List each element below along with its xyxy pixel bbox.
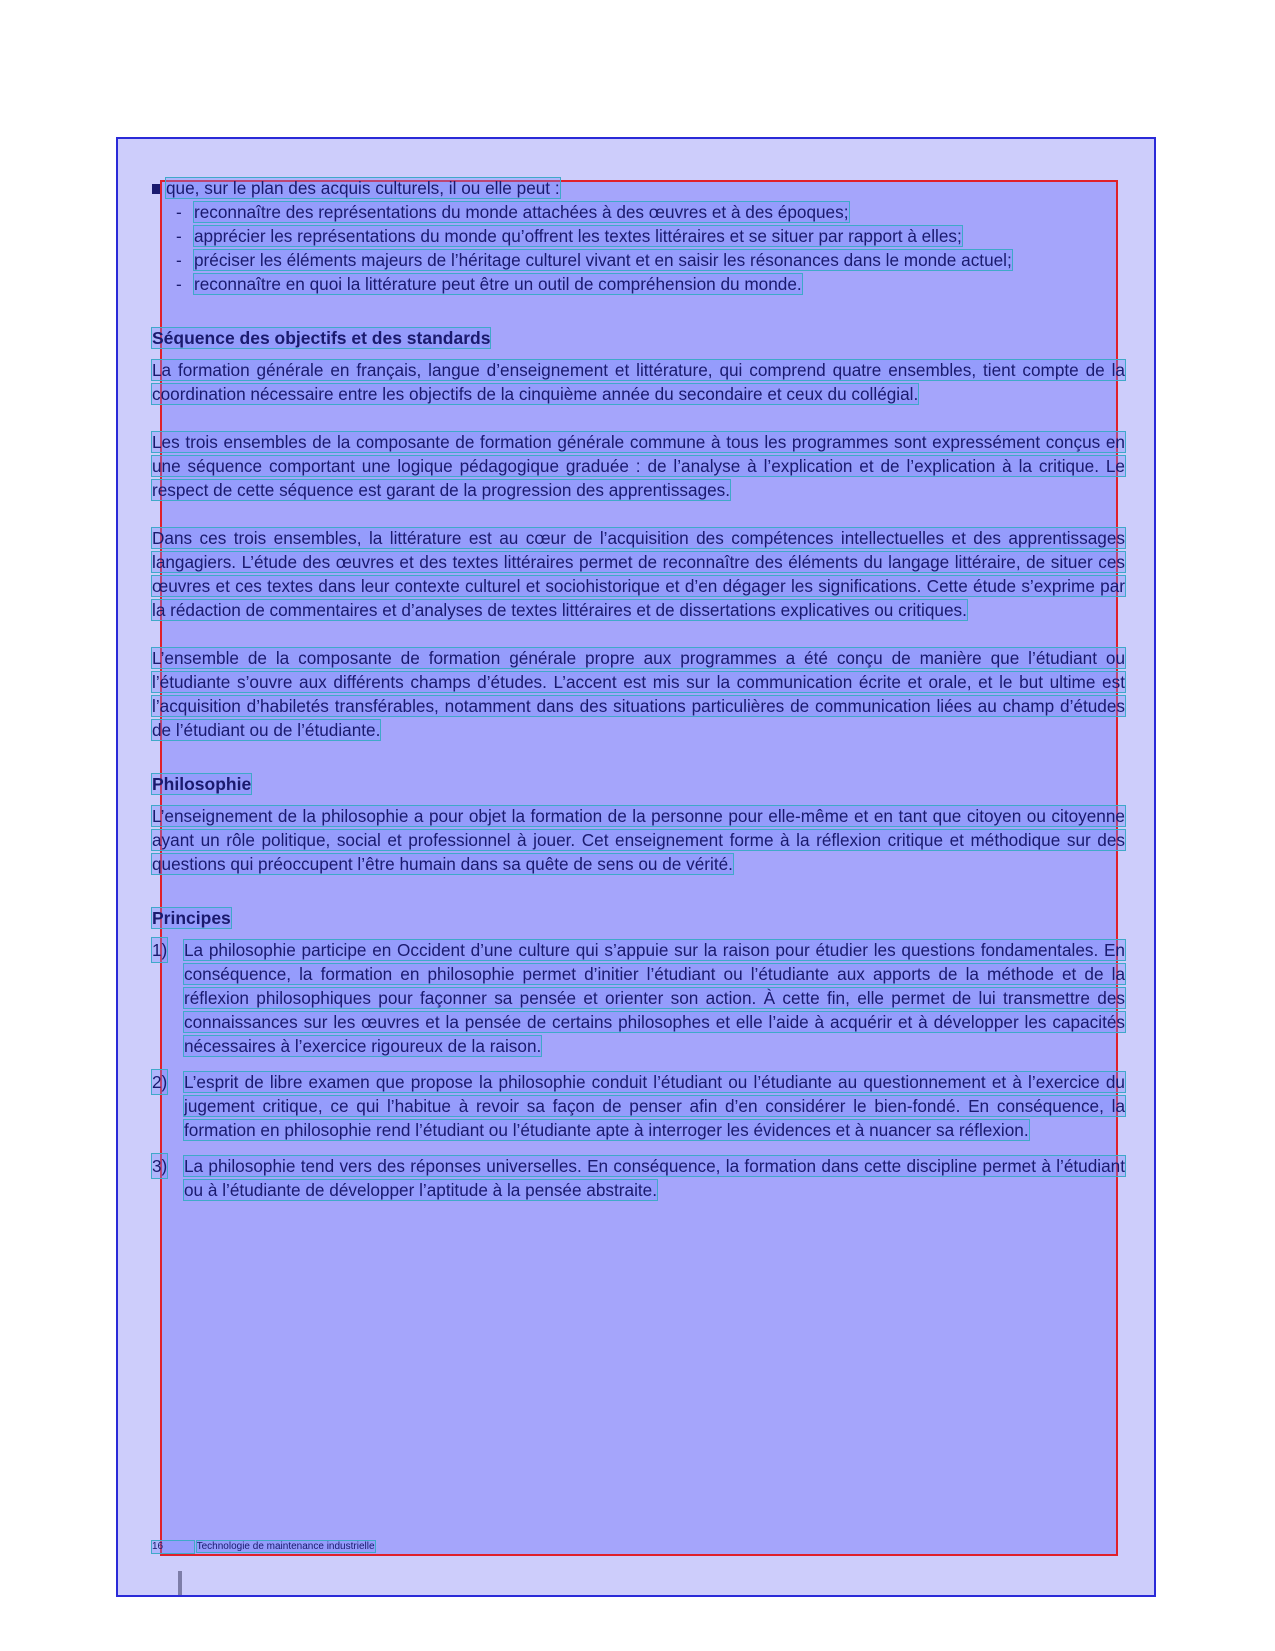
section-heading-principes: Principes [152, 908, 231, 928]
intro-list-item: - apprécier les représentations du monde qu’offrent les textes littéraires et se situer par rapport à elles; [176, 224, 1125, 248]
bullet-marker [152, 184, 160, 194]
intro-list-item: - reconnaître des représentations du monde attachées à des œuvres et à des époques; [176, 200, 1125, 224]
text-cursor [178, 1571, 182, 1595]
paragraph: Dans ces trois ensembles, la littérature est au cœur de l’acquisition des compétences intellectuelles et des apprentissages langagiers. L’étude des œuvres et des textes littéraires permet de reconnaître des éléments du langage littéraire, de situer ces œuvres et ces textes dans leur contexte culturel et sociohistorique et d’en dégager les significations. Cette étude s’exprime par la rédaction de commentaires et d’analyses de textes littéraires et de dissertations explicatives ou critiques. [152, 528, 1125, 620]
intro-sentence: que, sur le plan des acquis culturels, il ou elle peut : [152, 176, 1125, 200]
page-number: 16 [152, 1541, 194, 1553]
principe-item: 1) La philosophie participe en Occident d’une culture qui s’appuie sur la raison pour étudier les questions fondamentales. En conséquence, la formation en philosophie permet d’initier l’étudiant ou l’étudiante aux apports de la méthode et de la réflexion philosophiques pour façonner sa pensée et orienter son action. À cette fin, elle permet de lui transmettre des connaissances sur les œuvres et la pensée de certains philosophes et elle l’aide à acquérir et à développer les capacités nécessaires à l’exercice rigoureux de la raison. [152, 940, 1125, 1056]
document-content [152, 176, 1125, 1214]
intro-list-item: - préciser les éléments majeurs de l’héritage culturel vivant et en saisir les résonances dans le monde actuel; [176, 248, 1125, 272]
paragraph: L’ensemble de la composante de formation générale propre aux programmes a été conçu de manière que l’étudiant ou l’étudiante s’ouvre aux différents champs d’études. L’accent est mis sur la communication écrite et orale, et le but ultime est l’acquisition d’habiletés transférables, notamment dans des situations particulières de communication liées au champ d’études de l’étudiant ou de l’étudiante. [152, 648, 1125, 740]
footer-program: Technologie de maintenance industrielle [196, 1541, 375, 1552]
section-heading-sequence: Séquence des objectifs et des standards [152, 328, 491, 348]
section-heading-philosophie: Philosophie [152, 774, 252, 794]
paragraph: Les trois ensembles de la composante de formation générale commune à tous les programmes sont expressément conçus en une séquence comportant une logique pédagogique graduée : de l’analyse à l’explication et de l’explication à la critique. Le respect de cette séquence est garant de la progression des apprentissages. [152, 432, 1125, 500]
principe-item: 2) L’esprit de libre examen que propose la philosophie conduit l’étudiant ou l’étudiante au questionnement et à l’exercice du jugement critique, ce qui l’habitue à revoir sa façon de penser afin d’en considérer le bien-fondé. En conséquence, la formation en philosophie rend l’étudiant ou l’étudiante apte à interroger les évidences et à nuancer sa réflexion. [152, 1072, 1125, 1140]
paragraph: La formation générale en français, langue d’enseignement et littérature, qui comprend quatre ensembles, tient compte de la coordination nécessaire entre les objectifs de la cinquième année du secondaire et ceux du collégial. [152, 360, 1125, 404]
paragraph: L’enseignement de la philosophie a pour objet la formation de la personne pour elle-même et en tant que citoyen ou citoyenne ayant un rôle politique, social et professionnel à jouer. Cet enseignement forme à la réflexion critique et méthodique sur des questions qui préoccupent l’être humain dans sa quête de sens ou de vérité. [152, 806, 1125, 874]
page-footer [152, 1541, 375, 1553]
intro-list-item: - reconnaître en quoi la littérature peut être un outil de compréhension du monde. [176, 272, 1125, 296]
intro-list [152, 200, 1125, 296]
principe-item: 3) La philosophie tend vers des réponses universelles. En conséquence, la formation dans cette discipline permet à l’étudiant ou à l’étudiante de développer l’aptitude à la pensée abstraite. [152, 1156, 1125, 1200]
principes-list [152, 938, 1125, 1202]
